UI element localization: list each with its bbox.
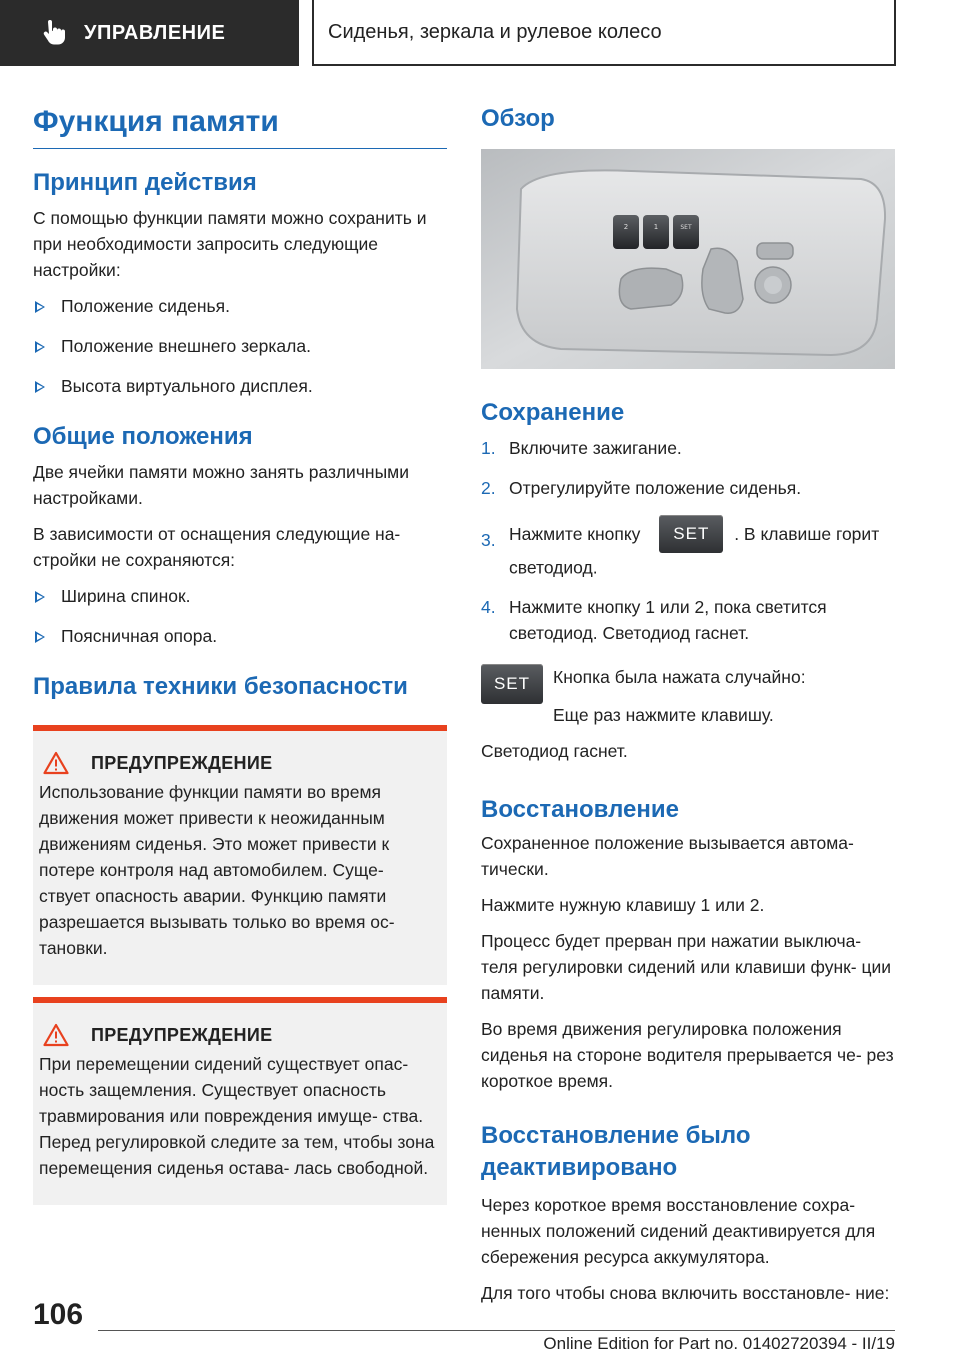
deactivated-p2: Для того чтобы снова включить восстановле- ние:	[481, 1283, 890, 1304]
list-item: Положение сиденья.	[33, 293, 447, 319]
restore-p3: Процесс будет прерван при нажатии выключа- теля регулировки сидений или клавиши функ- ции памяти.	[481, 931, 892, 1004]
list-item: 3. Нажмите кнопку SET . В клавише горит светодиод.	[481, 515, 895, 580]
warning-text: При перемещении сидений существует опас- ность защемления. Существует опасность травмирования или повреждения имуще- ства. Перед регулировкой следите за тем, чтобы зона перемещения сиденья остава- лась свободной.	[39, 1054, 435, 1178]
triangle-bullet-icon	[35, 631, 45, 643]
triangle-bullet-icon	[35, 341, 45, 353]
triangle-bullet-icon	[35, 381, 45, 393]
photo-key-set: SET	[680, 224, 692, 231]
triangle-bullet-icon	[35, 591, 45, 603]
list-item: Ширина спинок.	[33, 583, 447, 609]
list-item: Высота виртуального дисплея.	[33, 373, 447, 399]
warning-title: ПРЕДУПРЕЖДЕНИЕ	[91, 752, 273, 773]
heading-general: Общие положения	[33, 423, 253, 450]
save-after: Светодиод гаснет.	[481, 741, 628, 762]
warning-box-1	[33, 725, 447, 985]
header-chapter-box	[312, 0, 896, 66]
accidental-press-note	[481, 664, 895, 728]
photo-key-1: 1	[653, 223, 659, 231]
principle-list	[33, 293, 447, 399]
list-item: 1. Включите зажигание.	[481, 438, 682, 458]
heading-principle: Принцип действия	[33, 169, 257, 196]
deactivated-p1: Через короткое время восстановление сохра- ненных положений сидений деактивируется для сбережения ресурса аккумулятора.	[481, 1195, 876, 1268]
general-p2: В зависимости от оснащения следующие на- стройки не сохраняются:	[33, 524, 401, 570]
title-rule	[33, 148, 447, 149]
principle-intro: С помощью функции памяти можно сохранить и при необходимости запросить следующие настройки:	[33, 208, 427, 280]
header-section-tab	[0, 0, 299, 66]
set-button: SET	[659, 515, 723, 553]
right-column	[481, 100, 895, 1306]
triangle-bullet-icon	[35, 301, 45, 313]
note-line-1: Кнопка была нажата случайно:	[553, 667, 806, 688]
warning-box-2	[33, 997, 447, 1205]
warning-triangle-icon	[43, 751, 69, 775]
page-number: 106	[33, 1298, 84, 1331]
header-section-label: УПРАВЛЕНИЕ	[84, 21, 226, 44]
left-column	[33, 100, 447, 1205]
set-button-icon: SET	[481, 664, 543, 704]
list-item: 4. Нажмите кнопку 1 или 2, пока светится светодиод. Светодиод гаснет.	[481, 597, 827, 644]
footer-rule	[98, 1330, 895, 1331]
warning-title: ПРЕДУПРЕЖДЕНИЕ	[91, 1024, 273, 1045]
note-line-2: Еще раз нажмите клавишу.	[553, 705, 774, 726]
heading-save: Сохранение	[481, 399, 625, 426]
hand-pointer-icon	[40, 20, 66, 46]
list-item: Положение внешнего зеркала.	[33, 333, 447, 359]
list-item: Поясничная опора.	[33, 623, 447, 649]
warning-text: Использование функции памяти во время движения может привести к неожиданным движениям сиденья. Это может привести к потере контроля над автомобилем. Суще- ствует опасность аварии. Функцию памяти разрешается вызывать только во время ос- тановки.	[39, 782, 395, 958]
seat-controls-photo	[481, 149, 895, 369]
general-p1: Две ячейки памяти можно занять различными настройками.	[33, 462, 409, 508]
general-list	[33, 583, 447, 649]
page-title: Функция памяти	[33, 105, 279, 138]
list-item: 2. Отрегулируйте положение сиденья.	[481, 478, 802, 498]
restore-p2: Нажмите нужную клавишу 1 или 2.	[481, 895, 765, 916]
footer-edition: Online Edition for Part no. 01402720394 - II/19	[543, 1334, 895, 1353]
heading-overview: Обзор	[481, 105, 555, 132]
heading-deactivated: Восстановление было деактивировано	[481, 1122, 751, 1182]
restore-p1: Сохраненное положение вызывается автома- тически.	[481, 833, 854, 880]
header-chapter-label: Сиденья, зеркала и рулевое колесо	[328, 20, 662, 43]
heading-safety: Правила техники безопасности	[33, 673, 408, 700]
warning-triangle-icon	[43, 1023, 69, 1047]
heading-restore: Восстановление	[481, 796, 679, 824]
restore-p4: Во время движения регулировка положения сиденья на стороне водителя прерывается че- рез короткое время.	[481, 1019, 894, 1092]
photo-key-2: 2	[623, 223, 629, 231]
save-steps	[481, 435, 895, 646]
